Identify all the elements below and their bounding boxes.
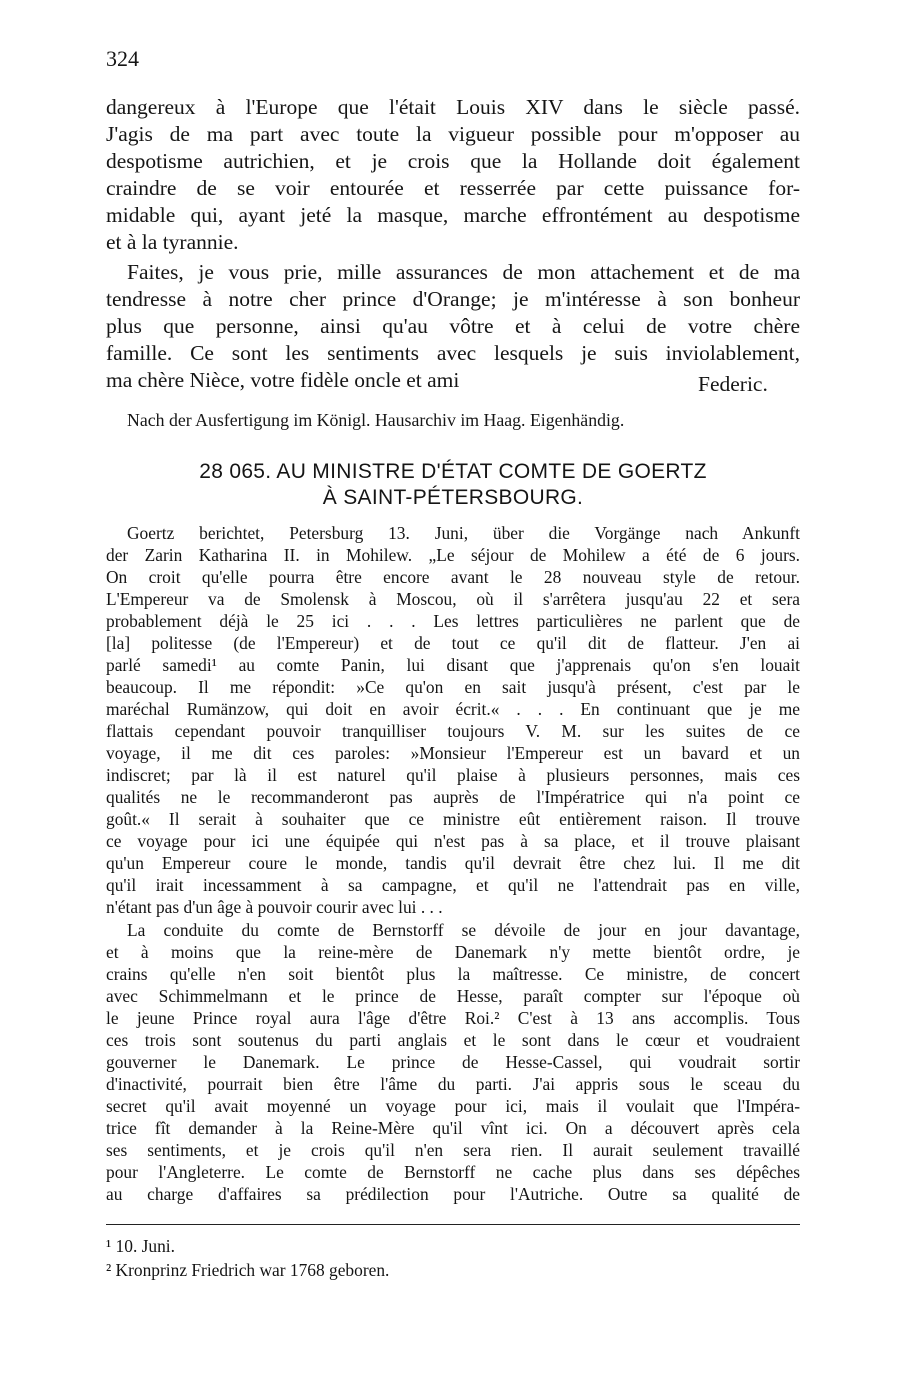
letter-line: J'agis de ma part avec toute la vigueur possible pour m'opposer au xyxy=(106,122,800,146)
letter-line: craindre de se voir entourée et resserrée par cette puissance for- xyxy=(106,176,800,200)
report-line: crains qu'elle n'en soit bientôt plus la maîtresse. Ce ministre, de concert xyxy=(106,964,800,984)
letter-line: despotisme autrichien, et je crois que la Hollande doit également xyxy=(106,149,800,173)
letter-heading-line-1: 28 065. AU MINISTRE D'ÉTAT COMTE DE GOERTZ xyxy=(199,460,707,483)
report-line: voyage, il me dit ces paroles: »Monsieur l'Empereur est un bavard et un xyxy=(106,743,800,763)
report-line: indiscret; par là il est naturel qu'il plaise à plusieurs personnes, mais ces xyxy=(106,765,800,785)
report-line: d'inactivité, pourrait bien être l'âme du parti. J'ai appris sous le sceau du xyxy=(106,1074,800,1094)
report-line: ses sentiments, et je crois qu'il n'en sera rien. Il aurait seulement travaillé xyxy=(106,1140,800,1160)
report-line: goût.« Il serait à souhaiter que ce ministre eût entièrement raison. Il trouve xyxy=(106,809,800,829)
report-line: pour l'Angleterre. Le comte de Bernstorff ne cache plus dans ses dépêches xyxy=(106,1162,800,1182)
letter-line: et à la tyrannie. xyxy=(106,230,239,254)
letter-line: tendresse à notre cher prince d'Orange; je m'intéresse à son bonheur xyxy=(106,287,800,311)
report-line: avec Schimmelmann et le prince de Hesse, paraît compter sur l'époque où xyxy=(106,986,800,1006)
report-line: L'Empereur va de Smolensk à Moscou, où il s'arrêtera jusqu'au 22 et sera xyxy=(106,589,800,609)
report-line: La conduite du comte de Bernstorff se dévoile de jour en jour davantage, xyxy=(127,920,800,940)
report-line: au charge d'affaires sa prédilection pour l'Autriche. Outre sa qualité de xyxy=(106,1184,800,1204)
report-line: le jeune Prince royal aura l'âge d'être Roi.² C'est à 13 ans accomplis. Tous xyxy=(106,1008,800,1028)
report-line: probablement déjà le 25 ici . . . Les lettres particulières ne parlent que de xyxy=(106,611,800,631)
page-number: 324 xyxy=(106,46,139,71)
report-line: parlé samedi¹ au comte Panin, lui disant que j'apprenais qu'on s'en louait xyxy=(106,655,800,675)
report-line: qualités ne le recommanderont pas auprès de l'Impératrice qui n'a point ce xyxy=(106,787,800,807)
report-line: On croit qu'elle pourra être encore avant le 28 nouveau style de retour. xyxy=(106,567,800,587)
letter-line: plus que personne, ainsi qu'au vôtre et à celui de votre chère xyxy=(106,314,800,338)
report-line: maréchal Rumänzow, qui doit en avoir écrit.« . . . En continuant que je me xyxy=(106,699,800,719)
report-line: [la] politesse (de l'Empereur) et de tout ce qu'il dit de flatteur. J'en ai xyxy=(106,633,800,653)
report-line: ces trois sont soutenus du parti anglais et le sont dans le cœur et voudraient xyxy=(106,1030,800,1050)
report-line: n'étant pas d'un âge à pouvoir courir avec lui . . . xyxy=(106,897,443,917)
footnote-rule xyxy=(106,1224,800,1225)
letter-heading-line-2: À SAINT-PÉTERSBOURG. xyxy=(322,486,584,509)
letter-line: ma chère Nièce, votre fidèle oncle et ami xyxy=(106,368,460,392)
footnote: ² Kronprinz Friedrich war 1768 geboren. xyxy=(106,1260,390,1280)
report-line: ce voyage pour ici une équipée qui n'est pas à sa place, et il trouve plaisant xyxy=(106,831,800,851)
letter-line: midable qui, ayant jeté la masque, marche effrontément au despotisme xyxy=(106,203,800,227)
letter-line: dangereux à l'Europe que l'était Louis XIV dans le siècle passé. xyxy=(106,95,800,119)
letter-line: Faites, je vous prie, mille assurances de mon attachement et de ma xyxy=(127,260,800,284)
signature: Federic. xyxy=(698,372,768,396)
footnote: ¹ 10. Juni. xyxy=(106,1236,175,1256)
report-line: trice fît demander à la Reine-Mère qu'il vînt ici. On a découvert après cela xyxy=(106,1118,800,1138)
letter-line: famille. Ce sont les sentiments avec lesquels je suis inviolablement, xyxy=(106,341,800,365)
report-line: et à moins que la reine-mère de Danemark n'y mette bientôt ordre, je xyxy=(106,942,800,962)
report-line: qu'il irait incessamment à sa campagne, et qu'il ne l'attendrait pas en ville, xyxy=(106,875,800,895)
source-note: Nach der Ausfertigung im Königl. Hausarchiv im Haag. Eigenhändig. xyxy=(127,410,625,430)
report-line: qu'un Empereur coure le monde, tandis qu'il devrait être chez lui. Il me dit xyxy=(106,853,800,873)
report-line: beaucoup. Il me répondit: »Ce qu'on en sait jusqu'à présent, c'est par le xyxy=(106,677,800,697)
report-line: flattais cependant pouvoir tranquilliser toujours V. M. sur les suites de ce xyxy=(106,721,800,741)
report-line: gouverner le Danemark. Le prince de Hesse-Cassel, qui voudrait sortir xyxy=(106,1052,800,1072)
report-line: secret qu'il avait moyenné un voyage pour ici, mais il voulait que l'Impéra- xyxy=(106,1096,800,1116)
report-line: der Zarin Katharina II. in Mohilew. „Le séjour de Mohilew a été de 6 jours. xyxy=(106,545,800,565)
report-line: Goertz berichtet, Petersburg 13. Juni, über die Vorgänge nach Ankunft xyxy=(127,523,800,543)
